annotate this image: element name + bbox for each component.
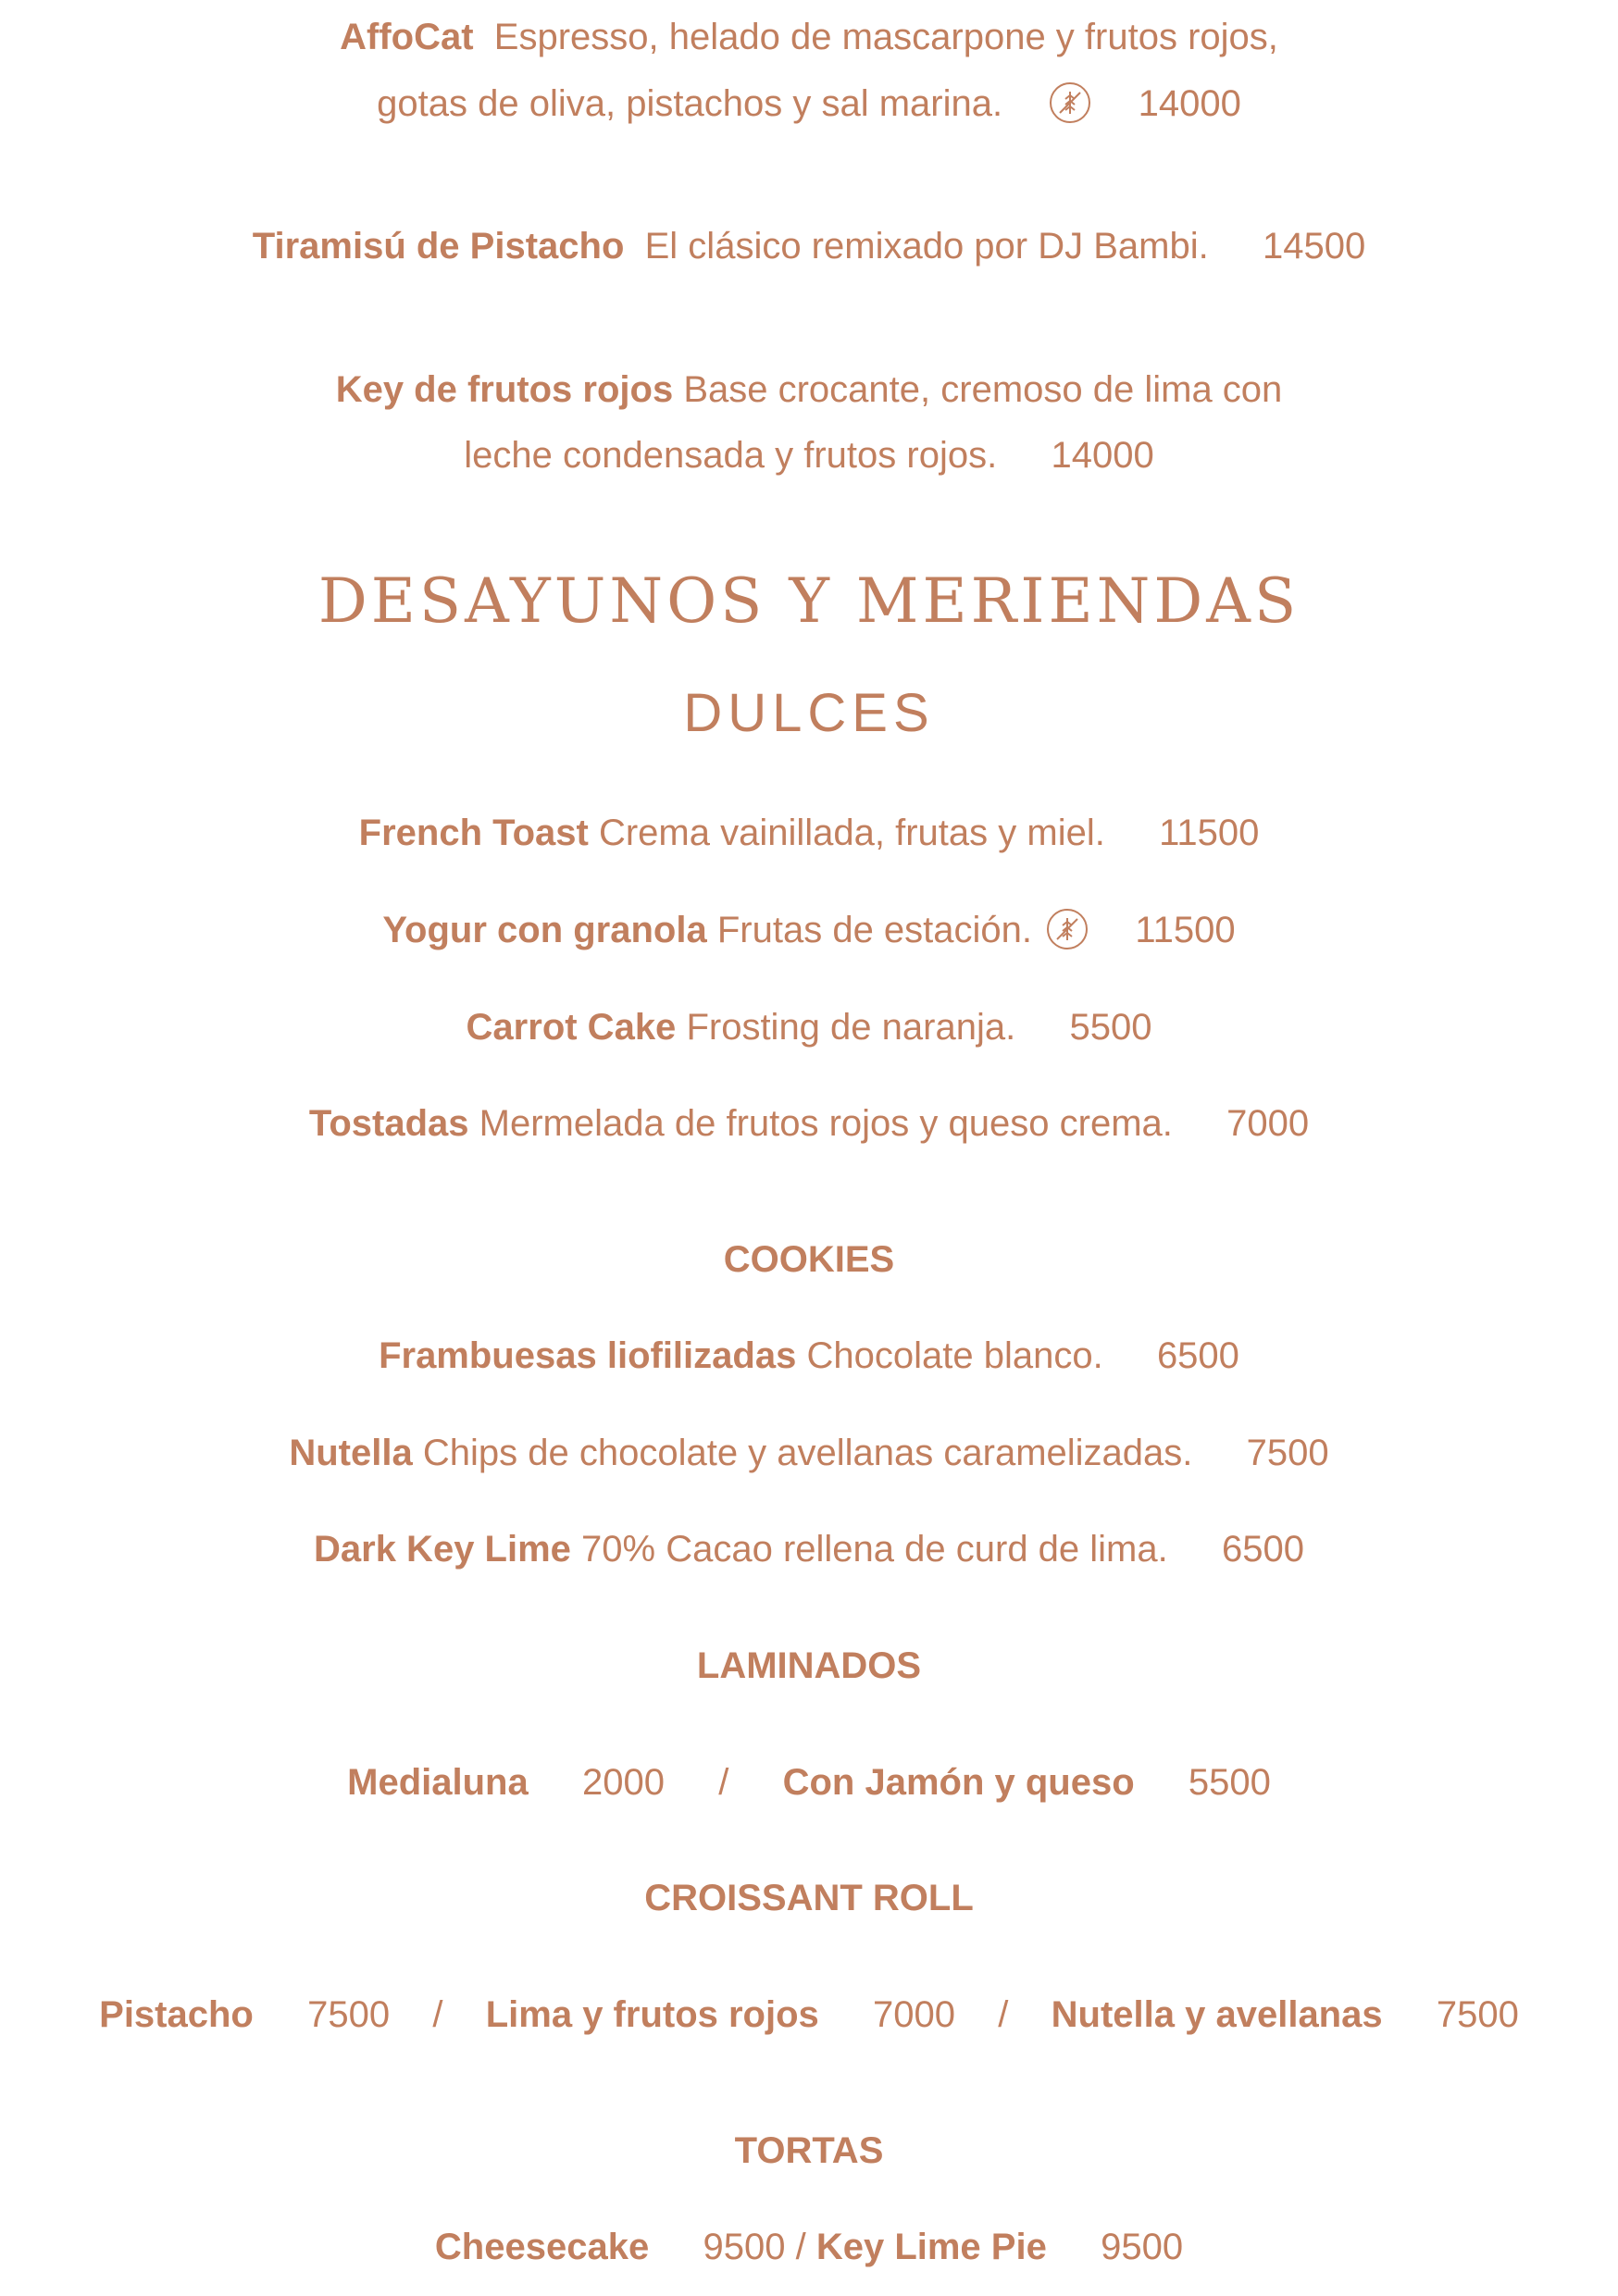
item-price: 11500 [1159, 813, 1260, 853]
croissant-row [0, 1989, 1618, 2041]
item-name: French Toast [358, 813, 589, 853]
menu-item-frambuesas [0, 1330, 1618, 1382]
separator: / [718, 1762, 729, 1803]
item-price: 11500 [1135, 910, 1236, 950]
item-name: Carrot Cake [466, 1007, 677, 1048]
item-name: Tiramisú de Pistacho [252, 226, 625, 267]
item-description: El clásico remixado por DJ Bambi. [644, 226, 1209, 267]
item-description: Frutas de estación. [716, 910, 1033, 950]
item-price: 6500 [1222, 1529, 1304, 1570]
item-name: AffoCat [340, 17, 474, 57]
item-description: Crema vainillada, frutas y miel. [598, 813, 1105, 853]
item-price: 6500 [1156, 1335, 1239, 1376]
menu-item-carrot-cake [0, 1001, 1618, 1053]
item-price: 7500 [1436, 1994, 1519, 2035]
separator: / [432, 1994, 443, 2035]
item-price: 14000 [1138, 83, 1241, 124]
item-name: Cheesecake [434, 2227, 650, 2267]
category-cookies: COOKIES [723, 1239, 895, 1280]
menu-item-nutella [0, 1427, 1618, 1479]
laminados-row [0, 1756, 1618, 1808]
item-name: Con Jamón y queso [782, 1762, 1135, 1803]
tortas-row [0, 2221, 1618, 2273]
item-description: Frosting de naranja. [686, 1007, 1016, 1048]
item-description: Espresso, helado de mascarpone y frutos rojos, [493, 17, 1278, 57]
item-description: Chips de chocolate y avellanas caramelizadas. [422, 1433, 1193, 1473]
menu-item-french-toast [0, 807, 1618, 859]
item-name: Medialuna [347, 1762, 529, 1803]
item-description: 70% Cacao rellena de curd de lima. [581, 1529, 1168, 1570]
item-price: 7000 [873, 1994, 956, 2035]
section-subtitle: DULCES [683, 683, 935, 743]
menu-item-key-frutos-rojos-line2 [0, 429, 1618, 481]
item-name: Key de frutos rojos [335, 369, 674, 410]
gluten-free-icon [1046, 908, 1089, 950]
item-description: Mermelada de frutos rojos y queso crema. [479, 1103, 1173, 1144]
item-price: 2000 [581, 1762, 665, 1803]
item-name: Nutella y avellanas [1051, 1994, 1383, 2035]
category-laminados: LAMINADOS [696, 1645, 922, 1686]
item-price: 5500 [1069, 1007, 1152, 1048]
separator: / [795, 2227, 806, 2267]
item-name: Tostadas [308, 1103, 469, 1144]
menu-item-tostadas [0, 1098, 1618, 1149]
item-price: 5500 [1188, 1762, 1271, 1803]
item-name: Key Lime Pie [815, 2227, 1047, 2267]
item-price: 7000 [1226, 1103, 1310, 1144]
separator: / [998, 1994, 1009, 2035]
item-name: Yogur con granola [382, 910, 707, 950]
menu-item-key-frutos-rojos [0, 364, 1618, 416]
item-description: Chocolate blanco. [806, 1335, 1103, 1376]
menu-item-yogur [0, 904, 1618, 956]
item-price: 7500 [307, 1994, 391, 2035]
menu-item-affocat-line2 [0, 78, 1618, 130]
item-price: 7500 [1246, 1433, 1329, 1473]
item-price: 9500 [703, 2227, 786, 2267]
menu-item-tiramisu [0, 220, 1618, 272]
item-name: Dark Key Lime [314, 1529, 571, 1570]
item-price: 9500 [1101, 2227, 1184, 2267]
item-name: Nutella [289, 1433, 413, 1473]
item-name: Frambuesas liofilizadas [379, 1335, 797, 1376]
menu-item-dark-key-lime [0, 1523, 1618, 1575]
item-name: Pistacho [99, 1994, 254, 2035]
section-title: DESAYUNOS Y MERIENDAS [317, 565, 1301, 637]
item-name: Lima y frutos rojos [485, 1994, 819, 2035]
item-price: 14000 [1051, 435, 1154, 476]
item-description: leche condensada y frutos rojos. [464, 435, 998, 476]
item-price: 14500 [1262, 226, 1366, 267]
menu-item-affocat [0, 11, 1618, 63]
item-description: Base crocante, cremoso de lima con [683, 369, 1283, 410]
item-description: gotas de oliva, pistachos y sal marina. [377, 83, 1003, 124]
category-tortas: TORTAS [734, 2130, 884, 2171]
gluten-free-icon [1049, 81, 1091, 124]
category-croissant-roll: CROISSANT ROLL [644, 1878, 974, 1918]
